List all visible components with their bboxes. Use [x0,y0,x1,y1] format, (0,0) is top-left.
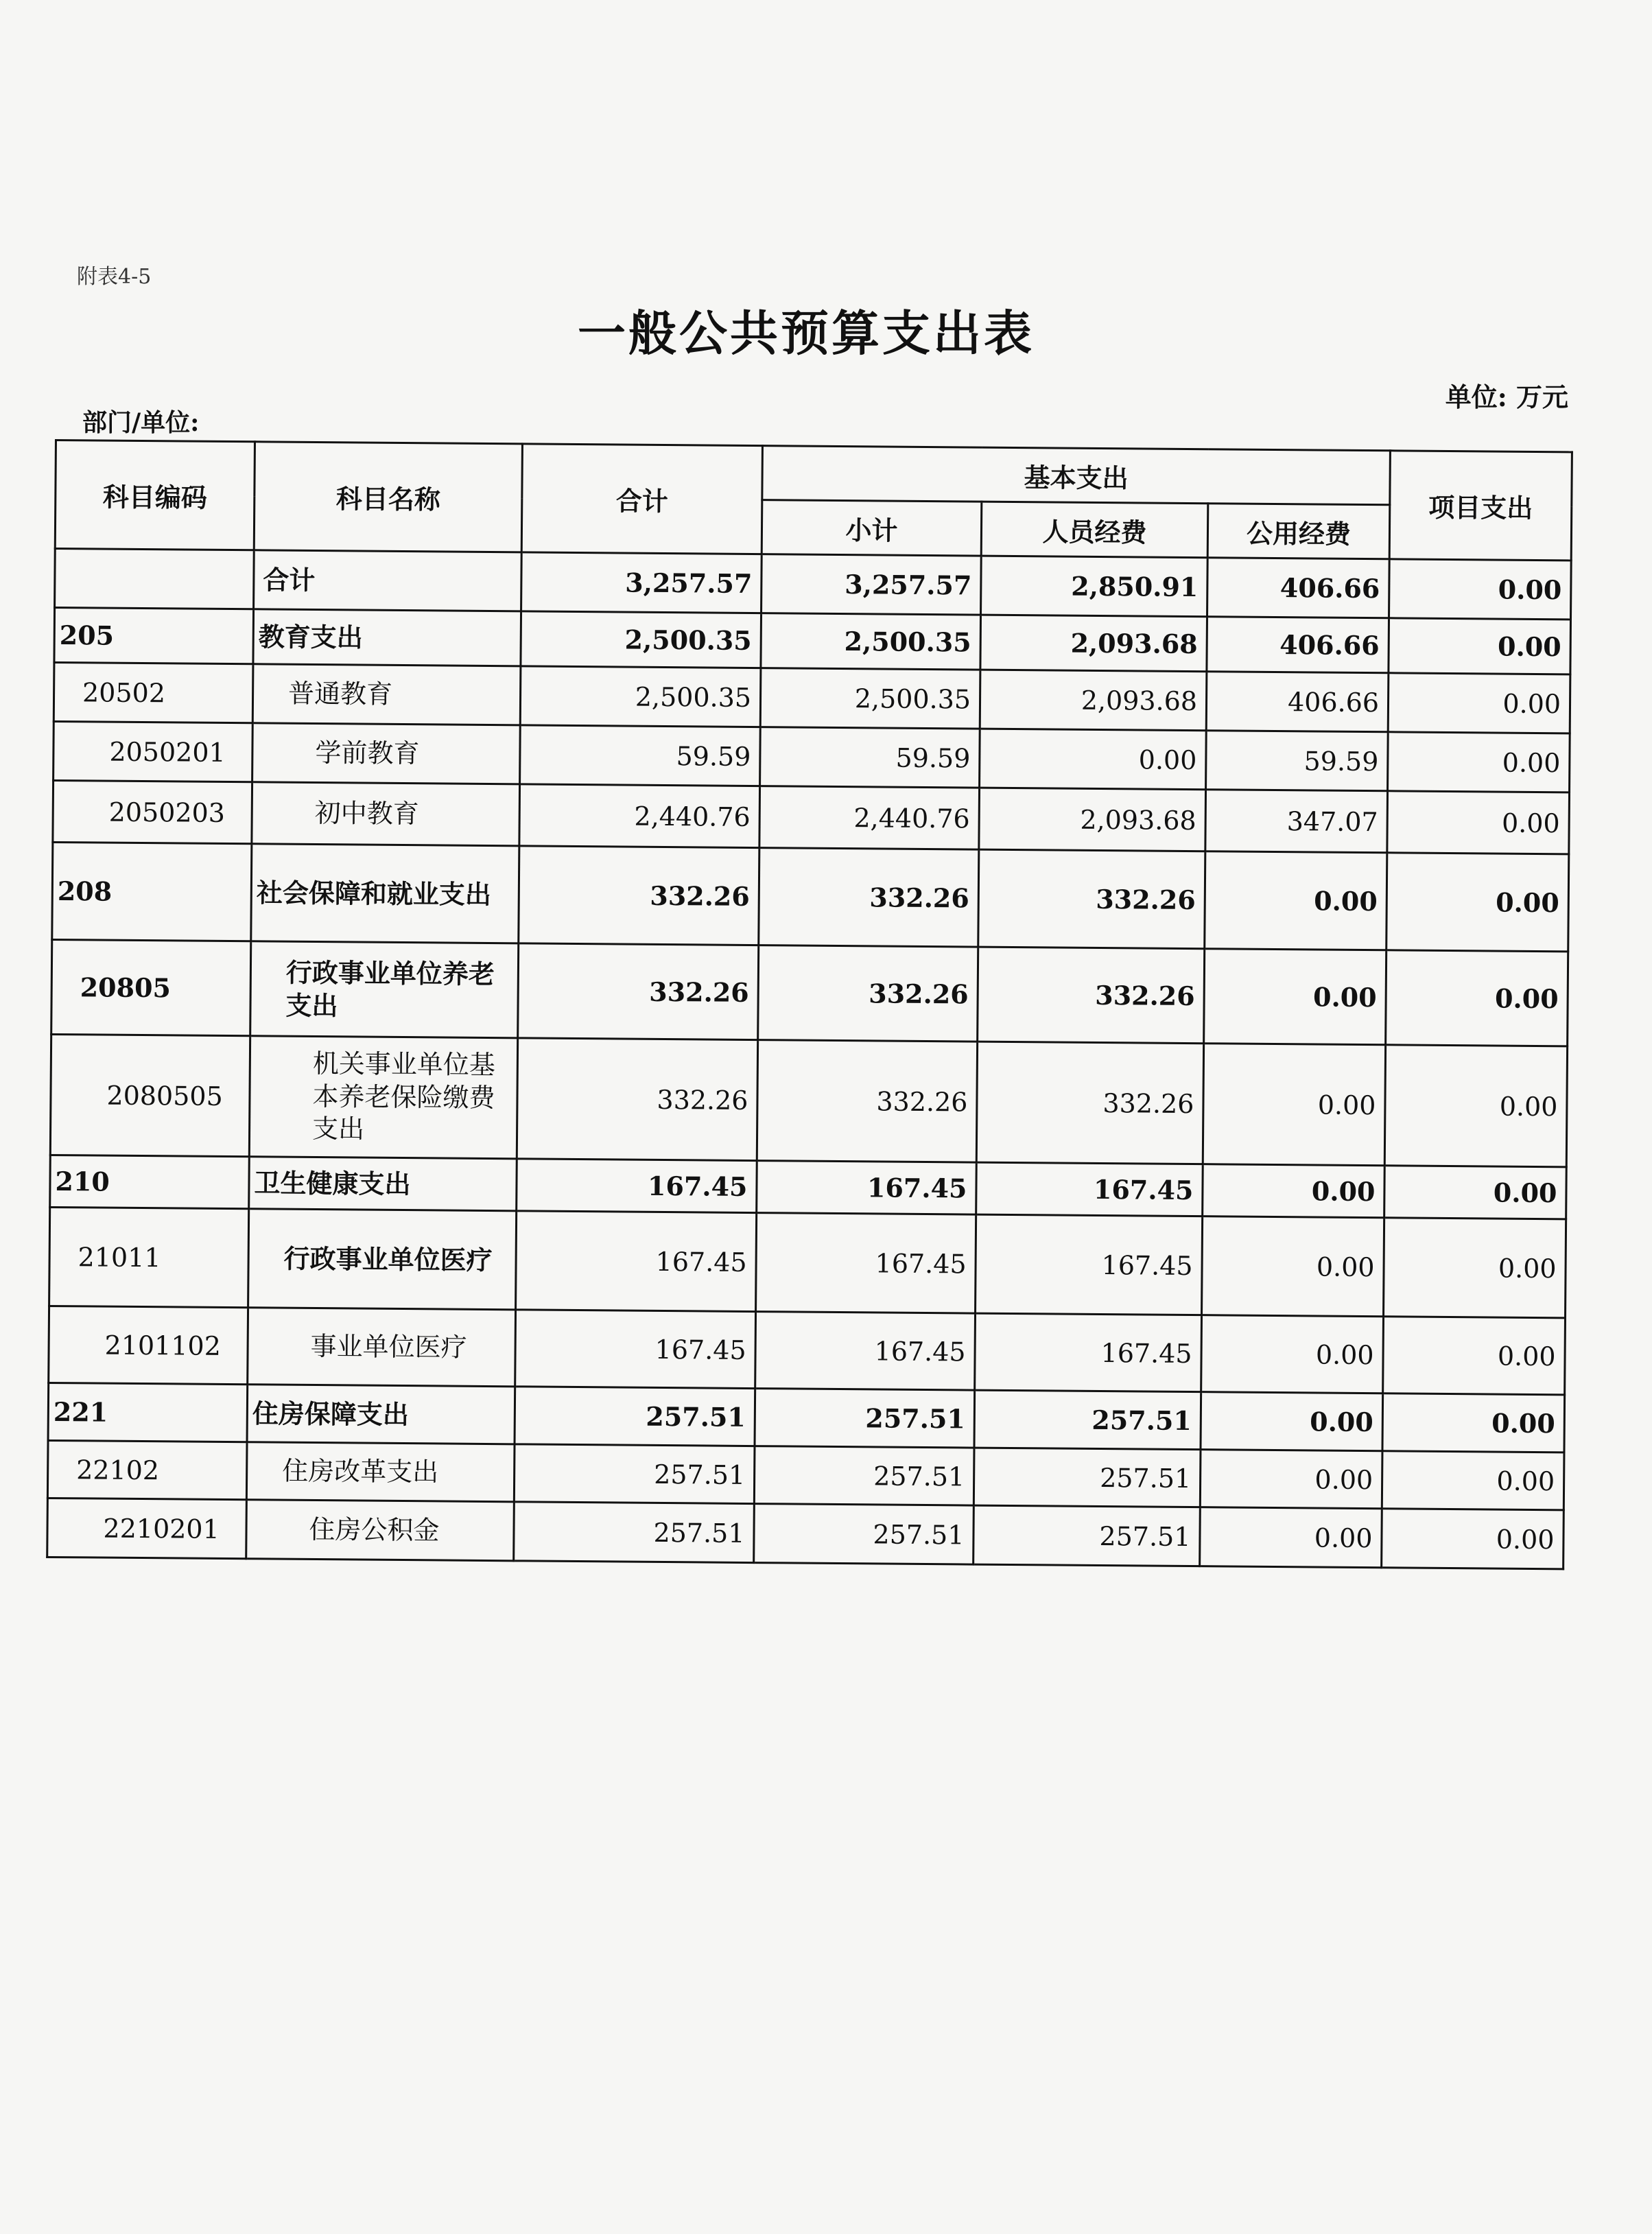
cell-subtotal: 2,500.35 [761,613,981,670]
col-header-personnel: 人员经费 [981,502,1208,558]
unit-label: 单位: 万元 [1445,381,1568,412]
cell-code: 21011 [49,1207,249,1307]
col-header-total: 合计 [521,444,762,554]
cell-subtotal: 332.26 [758,945,978,1042]
cell-public: 0.00 [1200,1450,1382,1509]
cell-total: 167.45 [517,1159,757,1213]
cell-total: 2,500.35 [521,611,762,668]
cell-name: 住房保障支出 [247,1385,515,1444]
cell-project: 0.00 [1386,950,1568,1046]
cell-public: 0.00 [1205,851,1387,950]
cell-name: 卫生健康支出 [249,1157,517,1211]
page-title: 一般公共预算支出表 [578,305,1035,362]
cell-personnel: 257.51 [974,1390,1201,1450]
cell-code: 2050203 [53,780,252,843]
cell-code: 210 [50,1155,250,1208]
cell-personnel: 2,850.91 [981,556,1208,617]
cell-subtotal: 257.51 [754,1504,974,1565]
cell-code: 221 [48,1383,248,1442]
cell-name: 行政事业单位医疗 [248,1209,517,1310]
cell-name: 住房改革支出 [246,1442,515,1502]
cell-personnel: 257.51 [974,1448,1201,1507]
cell-subtotal: 3,257.57 [762,554,982,615]
cell-project: 0.00 [1382,1394,1565,1453]
cell-public: 406.66 [1206,672,1389,732]
cell-name: 学前教育 [252,723,521,784]
cell-personnel: 332.26 [976,1042,1203,1164]
cell-name: 合计 [254,550,522,611]
cell-name: 事业单位医疗 [248,1308,516,1387]
cell-name: 行政事业单位养老支出 [250,941,519,1038]
cell-name: 机关事业单位基本养老保险缴费支出 [249,1036,517,1159]
cell-code: 2101102 [49,1306,248,1384]
cell-name: 教育支出 [253,609,521,666]
cell-name: 社会保障和就业支出 [251,844,519,943]
cell-total: 167.45 [516,1211,757,1312]
cell-total: 257.51 [514,1502,755,1563]
cell-project: 0.00 [1382,1509,1564,1569]
cell-public: 347.07 [1205,790,1388,853]
cell-total: 332.26 [519,846,759,945]
cell-public: 0.00 [1201,1392,1383,1451]
cell-name: 住房公积金 [246,1500,515,1561]
cell-project: 0.00 [1389,559,1572,620]
cell-personnel: 2,093.68 [979,788,1206,851]
cell-project: 0.00 [1384,1218,1566,1318]
cell-code: 20502 [54,663,253,723]
table-row [50,1034,1567,1166]
cell-total: 332.26 [518,943,759,1040]
col-header-subtotal: 小计 [762,500,982,556]
cell-personnel: 257.51 [974,1505,1201,1566]
table-row [49,1207,1566,1317]
cell-code: 208 [52,842,252,941]
cell-project: 0.00 [1382,1451,1564,1510]
cell-personnel: 167.45 [976,1214,1203,1315]
cell-public: 0.00 [1201,1315,1384,1394]
cell-subtotal: 2,440.76 [759,786,980,850]
cell-total: 3,257.57 [521,552,762,613]
cell-total: 257.51 [514,1444,755,1504]
cell-subtotal: 167.45 [756,1213,976,1314]
cell-total: 332.26 [517,1038,757,1161]
cell-code: 2210201 [47,1498,247,1558]
table-row [47,1498,1564,1568]
table-row [51,939,1568,1046]
cell-public: 59.59 [1206,731,1389,791]
cell-name: 普通教育 [252,664,521,725]
table-row [53,780,1570,854]
cell-personnel: 167.45 [975,1313,1202,1392]
cell-subtotal: 2,500.35 [760,668,980,729]
cell-personnel: 2,093.68 [980,670,1207,731]
cell-subtotal: 332.26 [757,1040,977,1163]
cell-personnel: 332.26 [978,947,1205,1044]
cell-public: 0.00 [1200,1507,1382,1568]
cell-public: 406.66 [1207,558,1390,618]
cell-total: 59.59 [520,725,761,786]
col-header-basic: 基本支出 [762,446,1391,505]
col-header-code: 科目编码 [55,440,255,550]
cell-public: 0.00 [1203,1164,1385,1218]
cell-code: 20805 [51,939,251,1035]
cell-public: 0.00 [1204,949,1386,1045]
cell-subtotal: 167.45 [757,1161,977,1215]
table-row [49,1306,1566,1394]
cell-project: 0.00 [1384,1045,1567,1167]
cell-code: 205 [54,608,254,664]
cell-personnel: 0.00 [980,729,1207,790]
cell-personnel: 332.26 [978,849,1205,949]
table-row [52,842,1569,951]
cell-name: 初中教育 [252,782,520,846]
cell-project: 0.00 [1387,791,1570,854]
cell-total: 167.45 [515,1310,756,1389]
cell-total: 257.51 [515,1387,755,1446]
cell-subtotal: 167.45 [755,1312,976,1391]
cell-public: 0.00 [1203,1044,1385,1166]
cell-subtotal: 59.59 [760,727,980,788]
cell-total: 2,500.35 [520,666,761,727]
cell-public: 0.00 [1202,1216,1384,1317]
cell-project: 0.00 [1388,673,1570,733]
cell-code: 2080505 [50,1034,250,1156]
cell-project: 0.00 [1389,618,1571,674]
budget-table [46,439,1573,1570]
header-row-1 [56,440,1572,506]
cell-project: 0.00 [1386,853,1569,952]
col-header-public: 公用经费 [1207,504,1390,559]
cell-subtotal: 257.51 [755,1389,975,1448]
col-header-name: 科目名称 [254,442,522,552]
cell-total: 2,440.76 [519,784,760,848]
attachment-label: 附表4-5 [77,265,152,289]
cell-project: 0.00 [1384,1166,1567,1219]
cell-code: 2050201 [54,721,253,781]
cell-personnel: 167.45 [976,1162,1203,1216]
cell-code: 22102 [47,1440,247,1499]
cell-public: 406.66 [1207,617,1389,673]
cell-project: 0.00 [1383,1317,1566,1395]
cell-subtotal: 332.26 [759,848,979,948]
cell-code [55,549,255,609]
cell-personnel: 2,093.68 [980,615,1207,672]
col-header-project: 项目支出 [1389,451,1572,561]
department-label: 部门/单位: [82,408,200,437]
cell-subtotal: 257.51 [754,1446,974,1506]
cell-project: 0.00 [1388,732,1570,792]
